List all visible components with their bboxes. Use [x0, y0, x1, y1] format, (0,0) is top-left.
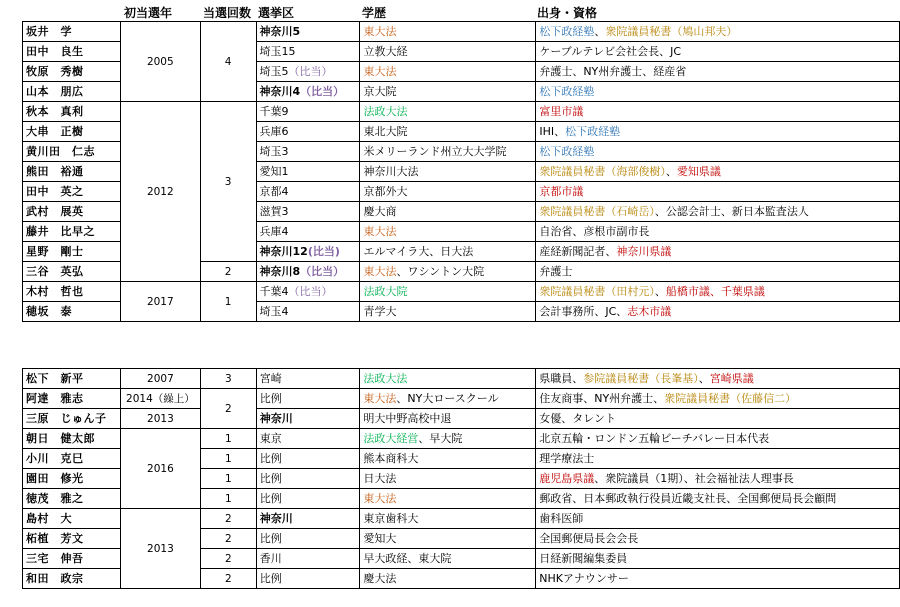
background-cell-text: NHKアナウンサー [539, 571, 629, 585]
member-name: 穂坂 泰 [23, 302, 121, 322]
education-cell [360, 569, 536, 589]
election-count: 1 [200, 469, 256, 489]
background-cell [536, 42, 900, 62]
education-cell-text: 日大法 [363, 471, 397, 485]
education-cell [360, 82, 536, 102]
education-cell [360, 142, 536, 162]
district-cell-text: （比当） [300, 264, 345, 278]
background-cell [536, 509, 900, 529]
background-cell [536, 389, 900, 409]
district-cell-text: 比例 [259, 531, 282, 545]
member-name: 山本 朋広 [23, 82, 121, 102]
education-cell [360, 162, 536, 182]
education-cell-text: エルマイラ大、日大法 [363, 244, 474, 258]
member-name: 三谷 英弘 [23, 262, 121, 282]
background-cell-text: 愛知県議 [676, 164, 721, 178]
election-count: 2 [200, 549, 256, 569]
district-cell-text: 神奈川12 [259, 244, 308, 258]
table-row [23, 509, 900, 529]
background-cell-text: IHI、 [539, 124, 566, 138]
district-cell [256, 449, 360, 469]
member-name: 熊田 裕通 [23, 162, 121, 182]
member-name: 黄川田 仁志 [23, 142, 121, 162]
education-cell [360, 182, 536, 202]
district-cell [256, 529, 360, 549]
district-cell [256, 202, 360, 222]
education-cell [360, 122, 536, 142]
background-cell-text: 志木市議 [627, 304, 672, 318]
education-cell-text: 神奈川大法 [363, 164, 419, 178]
district-cell-text: （比当） [300, 84, 345, 98]
member-name: 田中 良生 [23, 42, 121, 62]
education-cell [360, 262, 536, 282]
table-row [23, 102, 900, 122]
background-cell-text: 松下政経塾 [539, 84, 595, 98]
first-elected-year: 2014（繰上） [120, 389, 200, 409]
background-cell-text: 、 [665, 164, 677, 178]
background-cell [536, 469, 900, 489]
district-cell-text: 埼玉5 [259, 64, 289, 78]
background-cell-text: 参院議員秘書（長峯基） [583, 371, 699, 385]
education-cell [360, 409, 536, 429]
background-cell-text: 歯科医師 [539, 511, 584, 525]
background-cell-text: 産経新聞記者、 [539, 244, 617, 258]
member-name: 徳茂 雅之 [23, 489, 121, 509]
district-cell-text: 滋賀3 [259, 204, 289, 218]
district-cell-text: 比例 [259, 451, 282, 465]
education-cell [360, 282, 536, 302]
education-cell-text: 東大法 [363, 264, 397, 278]
background-cell-text: 自治省、彦根市副市長 [539, 224, 650, 238]
header-background: 出身・資格 [537, 6, 598, 20]
header-year: 初当選年 [124, 6, 173, 20]
member-name: 牧原 秀樹 [23, 62, 121, 82]
district-cell [256, 369, 360, 389]
background-cell [536, 549, 900, 569]
election-count: 3 [200, 369, 256, 389]
district-cell-text: 神奈川8 [259, 264, 301, 278]
education-cell-text: 法政大法 [363, 104, 408, 118]
education-cell [360, 242, 536, 262]
table-row [23, 409, 900, 429]
education-cell [360, 549, 536, 569]
district-cell-text: 比例 [259, 471, 282, 485]
district-cell-text: 神奈川 [259, 511, 293, 525]
education-cell-text: 法政大法 [363, 371, 408, 385]
background-cell [536, 62, 900, 82]
background-cell [536, 529, 900, 549]
district-cell-text: 埼玉4 [259, 304, 289, 318]
district-cell-text: 兵庫6 [259, 124, 289, 138]
district-cell [256, 42, 360, 62]
election-count: 2 [200, 262, 256, 282]
election-count: 2 [200, 389, 256, 429]
background-cell-text: 県職員、 [539, 371, 584, 385]
background-cell-text: 弁護士 [539, 264, 573, 278]
district-cell-text: 兵庫4 [259, 224, 289, 238]
education-cell-text: 東大法 [363, 391, 397, 405]
district-cell-text: 宮崎 [259, 371, 282, 385]
district-cell-text: 比例 [259, 391, 282, 405]
first-elected-year: 2007 [120, 369, 200, 389]
district-cell [256, 162, 360, 182]
district-cell-text: 東京 [259, 431, 282, 445]
background-cell [536, 162, 900, 182]
member-name: 武村 展英 [23, 202, 121, 222]
education-cell-text: 熊本商科大 [363, 451, 419, 465]
district-cell-text: 神奈川 [259, 411, 293, 425]
education-cell [360, 42, 536, 62]
education-cell-text: 愛知大 [363, 531, 397, 545]
district-cell [256, 62, 360, 82]
election-count: 1 [200, 449, 256, 469]
education-cell-text: 明大中野高校中退 [363, 411, 452, 425]
education-cell-text: 京大院 [363, 84, 397, 98]
election-count: 1 [200, 489, 256, 509]
education-cell [360, 22, 536, 42]
background-cell [536, 182, 900, 202]
district-cell [256, 82, 360, 102]
district-cell-text: 愛知1 [259, 164, 289, 178]
member-name: 三原 じゅん子 [23, 409, 121, 429]
background-cell-text: 鹿児島県議 [539, 471, 595, 485]
table-row [23, 429, 900, 449]
district-cell-text: （比当） [288, 284, 333, 298]
member-name: 小川 克巳 [23, 449, 121, 469]
member-name: 秋本 真利 [23, 102, 121, 122]
first-elected-year: 2013 [120, 409, 200, 429]
first-elected-year: 2017 [120, 282, 200, 322]
background-cell [536, 242, 900, 262]
education-cell [360, 302, 536, 322]
header-education: 学歴 [362, 6, 387, 20]
district-cell [256, 282, 360, 302]
district-cell [256, 262, 360, 282]
district-cell-text: 京都4 [259, 184, 289, 198]
background-cell [536, 262, 900, 282]
education-cell-text: 法政大院 [363, 284, 408, 298]
background-cell [536, 222, 900, 242]
education-cell-text: 慶大商 [363, 204, 397, 218]
election-count: 2 [200, 529, 256, 549]
header-district: 選挙区 [258, 6, 295, 20]
education-cell-text: 、早大院 [418, 431, 463, 445]
district-cell [256, 429, 360, 449]
background-cell [536, 82, 900, 102]
background-cell-text: 衆院議員秘書（鳩山邦夫） [605, 24, 738, 38]
education-cell-text: 東大法 [363, 491, 397, 505]
district-cell-text: 千葉4 [259, 284, 289, 298]
education-cell-text: 立教大経 [363, 44, 408, 58]
education-cell-text: 東京歯科大 [363, 511, 419, 525]
member-name: 柘植 芳文 [23, 529, 121, 549]
district-cell-text: 埼玉15 [259, 44, 296, 58]
district-cell [256, 509, 360, 529]
election-count: 1 [200, 429, 256, 449]
member-name: 和田 政宗 [23, 569, 121, 589]
background-cell [536, 369, 900, 389]
education-cell-text: 東大法 [363, 64, 397, 78]
district-cell [256, 409, 360, 429]
background-cell-text: ケーブルテレビ会社会長、JC [539, 44, 682, 58]
background-cell [536, 569, 900, 589]
education-cell [360, 202, 536, 222]
election-count: 2 [200, 509, 256, 529]
member-name: 大串 正樹 [23, 122, 121, 142]
background-cell-text: 、 [594, 24, 606, 38]
table-row [23, 369, 900, 389]
education-cell [360, 102, 536, 122]
education-cell-text: 慶大法 [363, 571, 397, 585]
background-cell-text: 日経新聞編集委員 [539, 551, 628, 565]
member-name: 朝日 健太郎 [23, 429, 121, 449]
background-cell-text: 、 [698, 371, 710, 385]
member-name: 三宅 伸吾 [23, 549, 121, 569]
background-cell-text: 、衆院議員（1期）、社会福祉法人理事長 [594, 471, 794, 485]
member-name: 藤井 比早之 [23, 222, 121, 242]
first-elected-year: 2005 [120, 22, 200, 102]
background-cell [536, 22, 900, 42]
member-name: 阿達 雅志 [23, 389, 121, 409]
background-cell-text: 弁護士、NY州弁護士、経産省 [539, 64, 687, 78]
district-cell [256, 469, 360, 489]
background-cell-text: 衆院議員秘書（田村元） [539, 284, 655, 298]
table-row [23, 22, 900, 42]
education-cell-text: 法政大経営 [363, 431, 419, 445]
member-name: 星野 剛士 [23, 242, 121, 262]
first-elected-year: 2012 [120, 102, 200, 282]
header-count: 当選回数 [203, 6, 252, 20]
district-cell [256, 242, 360, 262]
district-cell-text: 比例 [259, 571, 282, 585]
education-cell [360, 449, 536, 469]
election-count: 4 [200, 22, 256, 102]
district-cell-text: 神奈川4 [259, 84, 301, 98]
district-cell [256, 389, 360, 409]
election-count: 2 [200, 569, 256, 589]
background-cell [536, 489, 900, 509]
table-row [23, 389, 900, 409]
education-cell [360, 222, 536, 242]
first-elected-year: 2013 [120, 509, 200, 589]
education-cell [360, 529, 536, 549]
member-name: 木村 哲也 [23, 282, 121, 302]
district-cell [256, 489, 360, 509]
member-name: 島村 大 [23, 509, 121, 529]
education-cell-text: 東大法 [363, 224, 397, 238]
background-cell [536, 409, 900, 429]
background-cell [536, 102, 900, 122]
table-row [23, 282, 900, 302]
background-cell-text: 北京五輪・ロンドン五輪ビーチバレー日本代表 [539, 431, 770, 445]
district-cell [256, 122, 360, 142]
district-cell [256, 142, 360, 162]
table-house-of-representatives [22, 21, 900, 322]
background-cell-text: 松下政経塾 [539, 144, 595, 158]
background-cell-text: 会計事務所、JC、 [539, 304, 628, 318]
education-cell [360, 62, 536, 82]
background-cell-text: 理学療法士 [539, 451, 595, 465]
background-cell [536, 282, 900, 302]
background-cell [536, 202, 900, 222]
background-cell [536, 429, 900, 449]
district-cell [256, 549, 360, 569]
district-cell-text: 神奈川5 [259, 24, 301, 38]
election-count: 3 [200, 102, 256, 262]
background-cell [536, 122, 900, 142]
district-cell-text: （比当） [288, 64, 333, 78]
background-cell-text: 全国郵便局長会会長 [539, 531, 639, 545]
background-cell-text: 松下政経塾 [565, 124, 621, 138]
education-cell-text: 米メリーランド州立大大学院 [363, 144, 507, 158]
background-cell [536, 142, 900, 162]
district-cell [256, 569, 360, 589]
education-cell [360, 489, 536, 509]
background-cell-text: 衆院議員秘書（海部俊樹） [539, 164, 666, 178]
education-cell [360, 389, 536, 409]
background-cell-text: 衆院議員秘書（石崎岳） [539, 204, 655, 218]
education-cell [360, 509, 536, 529]
education-cell-text: 東北大院 [363, 124, 408, 138]
background-cell-text: 京都市議 [539, 184, 584, 198]
district-cell-text: 千葉9 [259, 104, 289, 118]
background-cell-text: 、公認会計士、新日本監査法人 [654, 204, 809, 218]
background-cell [536, 302, 900, 322]
election-count: 1 [200, 282, 256, 322]
background-cell-text: 宮崎県議 [709, 371, 754, 385]
background-cell-text: 、 [654, 284, 666, 298]
member-name: 松下 新平 [23, 369, 121, 389]
background-cell-text: 衆院議員秘書（佐藤信二） [664, 391, 797, 405]
district-cell-text: 埼玉3 [259, 144, 289, 158]
district-cell [256, 222, 360, 242]
education-cell-text: 東大法 [363, 24, 397, 38]
district-cell [256, 22, 360, 42]
district-cell [256, 102, 360, 122]
education-cell-text: 青学大 [363, 304, 397, 318]
district-cell-text: 香川 [259, 551, 282, 565]
district-cell-text: (比当) [307, 244, 340, 258]
table-house-of-councillors [22, 368, 900, 589]
education-cell-text: 京都外大 [363, 184, 408, 198]
background-cell-text: 松下政経塾 [539, 24, 595, 38]
member-name: 坂井 学 [23, 22, 121, 42]
education-cell-text: 早大政経、東大院 [363, 551, 452, 565]
background-cell-text: 船橋市議、千葉県議 [665, 284, 765, 298]
background-cell-text: 富里市議 [539, 104, 584, 118]
member-name: 田中 英之 [23, 182, 121, 202]
background-cell [536, 449, 900, 469]
district-cell-text: 比例 [259, 491, 282, 505]
education-cell [360, 369, 536, 389]
background-cell-text: 女優、タレント [539, 411, 616, 425]
education-cell [360, 429, 536, 449]
background-cell-text: 神奈川県議 [616, 244, 672, 258]
member-name: 園田 修光 [23, 469, 121, 489]
first-elected-year: 2016 [120, 429, 200, 509]
background-cell-text: 住友商事、NY州弁護士、 [539, 391, 665, 405]
education-cell [360, 469, 536, 489]
education-cell-text: 、ワシントン大院 [396, 264, 485, 278]
background-cell-text: 郵政省、日本郵政執行役員近畿支社長、全国郵便局長会顧問 [539, 491, 837, 505]
education-cell-text: 、NY大ロースクール [396, 391, 499, 405]
district-cell [256, 302, 360, 322]
district-cell [256, 182, 360, 202]
